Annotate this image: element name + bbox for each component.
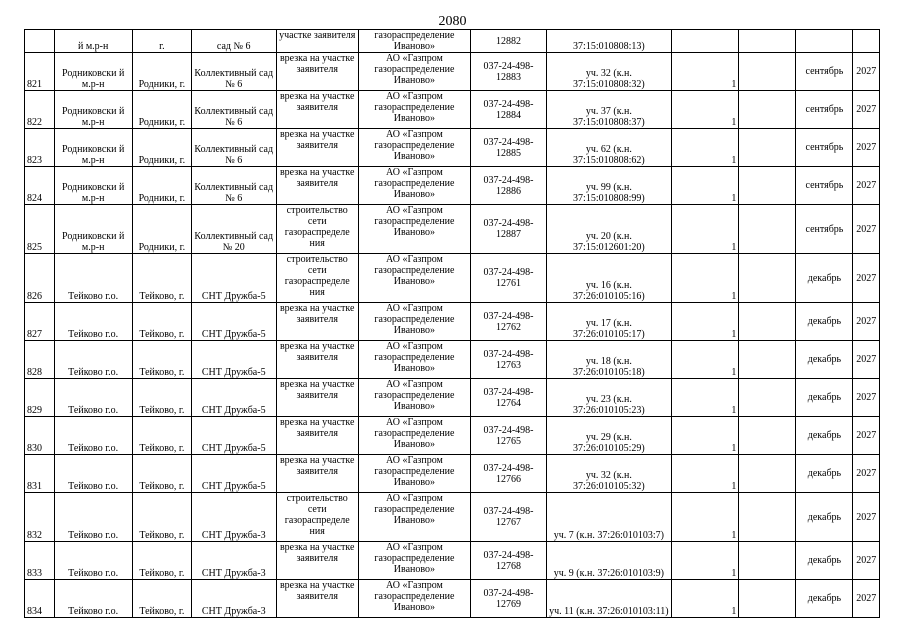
empty-cell xyxy=(739,341,796,379)
work-type-cell: врезка на участке заявителя xyxy=(276,417,358,455)
month-cell: сентябрь xyxy=(796,167,853,205)
district-cell: Тейково г.о. xyxy=(54,580,132,618)
town-cell: Тейково, г. xyxy=(132,379,191,417)
row-number-cell: 829 xyxy=(25,379,55,417)
empty-cell xyxy=(739,53,796,91)
work-type-cell: врезка на участке заявителя xyxy=(276,379,358,417)
organization-cell: АО «Газпром газораспределение Иваново» xyxy=(358,129,470,167)
month-cell: декабрь xyxy=(796,542,853,580)
row-number-cell: 830 xyxy=(25,417,55,455)
organization-cell: АО «Газпром газораспределение Иваново» xyxy=(358,341,470,379)
table-row xyxy=(25,129,880,167)
request-code-cell: 037-24-498-12883 xyxy=(470,53,546,91)
request-code-cell: 037-24-498-12761 xyxy=(470,254,546,303)
work-type-cell: врезка на участке заявителя xyxy=(276,455,358,493)
year-cell: 2027 xyxy=(853,542,880,580)
organization-cell: газораспределение Иваново» xyxy=(358,30,470,53)
town-cell: г. xyxy=(132,30,191,53)
parcel-cell: уч. 29 (к.н. 37:26:010105:29) xyxy=(547,417,672,455)
year-cell: 2027 xyxy=(853,167,880,205)
organization-cell: АО «Газпром газораспределение Иваново» xyxy=(358,455,470,493)
request-code-cell: 037-24-498-12764 xyxy=(470,379,546,417)
count-cell: 1 xyxy=(671,254,739,303)
table-row xyxy=(25,341,880,379)
work-type-cell: врезка на участке заявителя xyxy=(276,167,358,205)
year-cell: 2027 xyxy=(853,417,880,455)
parcel-cell: уч. 37 (к.н. 37:15:010808:37) xyxy=(547,91,672,129)
month-cell xyxy=(796,30,853,53)
district-cell: Тейково г.о. xyxy=(54,542,132,580)
month-cell: декабрь xyxy=(796,417,853,455)
row-number-cell: 826 xyxy=(25,254,55,303)
request-code-cell: 037-24-498-12884 xyxy=(470,91,546,129)
town-cell: Тейково, г. xyxy=(132,542,191,580)
empty-cell xyxy=(739,493,796,542)
parcel-cell: уч. 23 (к.н. 37:26:010105:23) xyxy=(547,379,672,417)
parcel-cell: уч. 9 (к.н. 37:26:010103:9) xyxy=(547,542,672,580)
count-cell xyxy=(671,30,739,53)
place-cell: Коллективный сад № 6 xyxy=(191,53,276,91)
page-number: 2080 xyxy=(438,14,467,29)
town-cell: Тейково, г. xyxy=(132,254,191,303)
table-row xyxy=(25,580,880,618)
empty-cell xyxy=(739,379,796,417)
town-cell: Тейково, г. xyxy=(132,493,191,542)
registry-table xyxy=(24,29,880,618)
table-row xyxy=(25,254,880,303)
district-cell: Родниковски й м.р-н xyxy=(54,53,132,91)
request-code-cell: 037-24-498-12887 xyxy=(470,205,546,254)
organization-cell: АО «Газпром газораспределение Иваново» xyxy=(358,167,470,205)
table-row xyxy=(25,53,880,91)
organization-cell: АО «Газпром газораспределение Иваново» xyxy=(358,53,470,91)
month-cell: декабрь xyxy=(796,455,853,493)
month-cell: декабрь xyxy=(796,341,853,379)
parcel-cell: уч. 18 (к.н. 37:26:010105:18) xyxy=(547,341,672,379)
row-number-cell xyxy=(25,30,55,53)
table-row xyxy=(25,167,880,205)
place-cell: сад № 6 xyxy=(191,30,276,53)
year-cell: 2027 xyxy=(853,580,880,618)
year-cell: 2027 xyxy=(853,254,880,303)
parcel-cell: уч. 16 (к.н. 37:26:010105:16) xyxy=(547,254,672,303)
table-row xyxy=(25,455,880,493)
count-cell: 1 xyxy=(671,341,739,379)
town-cell: Тейково, г. xyxy=(132,455,191,493)
year-cell: 2027 xyxy=(853,303,880,341)
request-code-cell: 12882 xyxy=(470,30,546,53)
year-cell: 2027 xyxy=(853,455,880,493)
table-row xyxy=(25,205,880,254)
empty-cell xyxy=(739,254,796,303)
year-cell: 2027 xyxy=(853,129,880,167)
table-row xyxy=(25,30,880,53)
district-cell: Родниковски й м.р-н xyxy=(54,205,132,254)
organization-cell: АО «Газпром газораспределение Иваново» xyxy=(358,542,470,580)
organization-cell: АО «Газпром газораспределение Иваново» xyxy=(358,417,470,455)
place-cell: Коллективный сад № 6 xyxy=(191,167,276,205)
count-cell: 1 xyxy=(671,417,739,455)
month-cell: декабрь xyxy=(796,379,853,417)
parcel-cell: уч. 7 (к.н. 37:26:010103:7) xyxy=(547,493,672,542)
organization-cell: АО «Газпром газораспределение Иваново» xyxy=(358,493,470,542)
organization-cell: АО «Газпром газораспределение Иваново» xyxy=(358,205,470,254)
work-type-cell: участке заявителя xyxy=(276,30,358,53)
place-cell: СНТ Дружба-5 xyxy=(191,455,276,493)
district-cell: Тейково г.о. xyxy=(54,379,132,417)
year-cell: 2027 xyxy=(853,53,880,91)
district-cell: Тейково г.о. xyxy=(54,341,132,379)
place-cell: СНТ Дружба-3 xyxy=(191,493,276,542)
count-cell: 1 xyxy=(671,167,739,205)
town-cell: Родники, г. xyxy=(132,167,191,205)
organization-cell: АО «Газпром газораспределение Иваново» xyxy=(358,580,470,618)
row-number-cell: 823 xyxy=(25,129,55,167)
table-row xyxy=(25,493,880,542)
work-type-cell: врезка на участке заявителя xyxy=(276,53,358,91)
empty-cell xyxy=(739,455,796,493)
empty-cell xyxy=(739,167,796,205)
request-code-cell: 037-24-498-12767 xyxy=(470,493,546,542)
count-cell: 1 xyxy=(671,542,739,580)
row-number-cell: 827 xyxy=(25,303,55,341)
row-number-cell: 821 xyxy=(25,53,55,91)
empty-cell xyxy=(739,205,796,254)
work-type-cell: врезка на участке заявителя xyxy=(276,129,358,167)
town-cell: Родники, г. xyxy=(132,91,191,129)
empty-cell xyxy=(739,91,796,129)
work-type-cell: врезка на участке заявителя xyxy=(276,91,358,129)
place-cell: СНТ Дружба-5 xyxy=(191,303,276,341)
month-cell: декабрь xyxy=(796,493,853,542)
place-cell: СНТ Дружба-3 xyxy=(191,580,276,618)
month-cell: сентябрь xyxy=(796,205,853,254)
district-cell: Родниковски й м.р-н xyxy=(54,91,132,129)
district-cell: Тейково г.о. xyxy=(54,303,132,341)
table-row xyxy=(25,417,880,455)
organization-cell: АО «Газпром газораспределение Иваново» xyxy=(358,254,470,303)
row-number-cell: 828 xyxy=(25,341,55,379)
parcel-cell: уч. 17 (к.н. 37:26:010105:17) xyxy=(547,303,672,341)
request-code-cell: 037-24-498-12766 xyxy=(470,455,546,493)
work-type-cell: строительство сети газораспределе ния xyxy=(276,205,358,254)
empty-cell xyxy=(739,129,796,167)
request-code-cell: 037-24-498-12762 xyxy=(470,303,546,341)
count-cell: 1 xyxy=(671,303,739,341)
empty-cell xyxy=(739,542,796,580)
work-type-cell: строительство сети газораспределе ния xyxy=(276,493,358,542)
work-type-cell: врезка на участке заявителя xyxy=(276,303,358,341)
work-type-cell: врезка на участке заявителя xyxy=(276,542,358,580)
place-cell: СНТ Дружба-5 xyxy=(191,417,276,455)
count-cell: 1 xyxy=(671,205,739,254)
empty-cell xyxy=(739,303,796,341)
year-cell: 2027 xyxy=(853,341,880,379)
district-cell: Родниковски й м.р-н xyxy=(54,129,132,167)
parcel-cell: 37:15:010808:13) xyxy=(547,30,672,53)
row-number-cell: 834 xyxy=(25,580,55,618)
count-cell: 1 xyxy=(671,493,739,542)
row-number-cell: 831 xyxy=(25,455,55,493)
town-cell: Родники, г. xyxy=(132,205,191,254)
town-cell: Родники, г. xyxy=(132,129,191,167)
parcel-cell: уч. 32 (к.н. 37:15:010808:32) xyxy=(547,53,672,91)
empty-cell xyxy=(739,30,796,53)
request-code-cell: 037-24-498-12886 xyxy=(470,167,546,205)
district-cell: Тейково г.о. xyxy=(54,455,132,493)
count-cell: 1 xyxy=(671,455,739,493)
year-cell xyxy=(853,30,880,53)
parcel-cell: уч. 32 (к.н. 37:26:010105:32) xyxy=(547,455,672,493)
district-cell: Тейково г.о. xyxy=(54,417,132,455)
place-cell: СНТ Дружба-3 xyxy=(191,542,276,580)
organization-cell: АО «Газпром газораспределение Иваново» xyxy=(358,303,470,341)
table-row xyxy=(25,379,880,417)
request-code-cell: 037-24-498-12763 xyxy=(470,341,546,379)
row-number-cell: 833 xyxy=(25,542,55,580)
town-cell: Родники, г. xyxy=(132,53,191,91)
place-cell: СНТ Дружба-5 xyxy=(191,379,276,417)
place-cell: Коллективный сад № 6 xyxy=(191,91,276,129)
month-cell: сентябрь xyxy=(796,53,853,91)
parcel-cell: уч. 11 (к.н. 37:26:010103:11) xyxy=(547,580,672,618)
parcel-cell: уч. 62 (к.н. 37:15:010808:62) xyxy=(547,129,672,167)
year-cell: 2027 xyxy=(853,379,880,417)
request-code-cell: 037-24-498-12885 xyxy=(470,129,546,167)
year-cell: 2027 xyxy=(853,91,880,129)
town-cell: Тейково, г. xyxy=(132,341,191,379)
request-code-cell: 037-24-498-12769 xyxy=(470,580,546,618)
work-type-cell: врезка на участке заявителя xyxy=(276,341,358,379)
parcel-cell: уч. 20 (к.н. 37:15:012601:20) xyxy=(547,205,672,254)
parcel-cell: уч. 99 (к.н. 37:15:010808:99) xyxy=(547,167,672,205)
table-row xyxy=(25,542,880,580)
year-cell: 2027 xyxy=(853,205,880,254)
count-cell: 1 xyxy=(671,53,739,91)
district-cell: й м.р-н xyxy=(54,30,132,53)
month-cell: сентябрь xyxy=(796,91,853,129)
district-cell: Тейково г.о. xyxy=(54,493,132,542)
count-cell: 1 xyxy=(671,91,739,129)
organization-cell: АО «Газпром газораспределение Иваново» xyxy=(358,91,470,129)
place-cell: Коллективный сад № 20 xyxy=(191,205,276,254)
row-number-cell: 832 xyxy=(25,493,55,542)
place-cell: СНТ Дружба-5 xyxy=(191,254,276,303)
district-cell: Тейково г.о. xyxy=(54,254,132,303)
month-cell: сентябрь xyxy=(796,129,853,167)
empty-cell xyxy=(739,580,796,618)
table-row xyxy=(25,91,880,129)
town-cell: Тейково, г. xyxy=(132,417,191,455)
row-number-cell: 822 xyxy=(25,91,55,129)
town-cell: Тейково, г. xyxy=(132,580,191,618)
count-cell: 1 xyxy=(671,379,739,417)
work-type-cell: строительство сети газораспределе ния xyxy=(276,254,358,303)
request-code-cell: 037-24-498-12765 xyxy=(470,417,546,455)
empty-cell xyxy=(739,417,796,455)
work-type-cell: врезка на участке заявителя xyxy=(276,580,358,618)
count-cell: 1 xyxy=(671,129,739,167)
place-cell: Коллективный сад № 6 xyxy=(191,129,276,167)
count-cell: 1 xyxy=(671,580,739,618)
year-cell: 2027 xyxy=(853,493,880,542)
organization-cell: АО «Газпром газораспределение Иваново» xyxy=(358,379,470,417)
row-number-cell: 825 xyxy=(25,205,55,254)
month-cell: декабрь xyxy=(796,303,853,341)
place-cell: СНТ Дружба-5 xyxy=(191,341,276,379)
table-row xyxy=(25,303,880,341)
request-code-cell: 037-24-498-12768 xyxy=(470,542,546,580)
row-number-cell: 824 xyxy=(25,167,55,205)
month-cell: декабрь xyxy=(796,254,853,303)
district-cell: Родниковски й м.р-н xyxy=(54,167,132,205)
month-cell: декабрь xyxy=(796,580,853,618)
town-cell: Тейково, г. xyxy=(132,303,191,341)
